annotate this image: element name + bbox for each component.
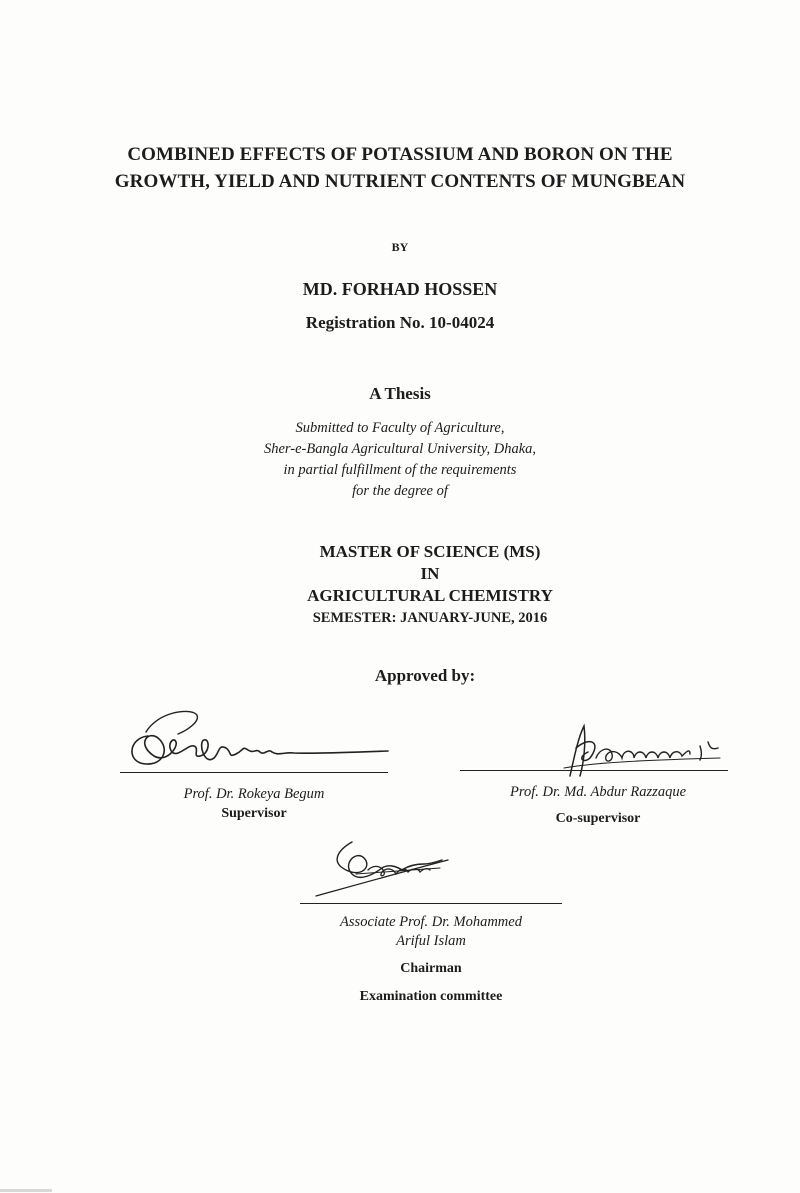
supervisor-name: Prof. Dr. Rokeya Begum xyxy=(183,786,325,802)
co-supervisor-name: Prof. Dr. Md. Abdur Razzaque xyxy=(509,784,687,800)
co-supervisor-signature-line xyxy=(460,770,728,771)
thesis-title-line-2: GROWTH, YIELD AND NUTRIENT CONTENTS OF MUNGBEAN xyxy=(114,171,686,192)
supervisor-signature xyxy=(118,708,398,778)
by-label: BY xyxy=(391,240,409,254)
scan-edge-mark xyxy=(0,1189,52,1192)
degree-in: IN xyxy=(420,564,440,583)
thesis-label: A Thesis xyxy=(369,384,431,403)
degree-semester: SEMESTER: JANUARY-JUNE, 2016 xyxy=(312,610,548,626)
submission-line-2: Sher-e-Bangla Agricultural University, Dhaka, xyxy=(263,441,537,457)
approved-by-label: Approved by: xyxy=(374,666,476,685)
co-supervisor-signature xyxy=(540,718,740,784)
chairman-role: Chairman xyxy=(400,961,462,976)
thesis-title-line-1: COMBINED EFFECTS OF POTASSIUM AND BORON ON THE xyxy=(127,144,673,165)
submission-line-1: Submitted to Faculty of Agriculture, xyxy=(295,420,505,436)
degree-block xyxy=(0,541,800,629)
supervisor-role: Supervisor xyxy=(221,806,287,821)
chairman-signature-line xyxy=(300,903,562,904)
submission-line-4: for the degree of xyxy=(352,483,448,499)
registration-number: Registration No. 10-04024 xyxy=(305,313,495,332)
co-supervisor-role: Co-supervisor xyxy=(555,811,641,826)
chairman-signature xyxy=(312,830,462,902)
degree-name: MASTER OF SCIENCE (MS) xyxy=(319,542,541,561)
submission-line-3: in partial fulfillment of the requirements xyxy=(283,462,517,478)
examination-committee-label: Examination committee xyxy=(359,989,503,1004)
submission-statement xyxy=(0,418,800,502)
thesis-title xyxy=(0,141,800,195)
chairman-name-line-1: Associate Prof. Dr. Mohammed xyxy=(340,914,522,930)
degree-field: AGRICULTURAL CHEMISTRY xyxy=(307,586,553,605)
supervisor-signature-line xyxy=(120,772,388,773)
chairman-name-line-2: Ariful Islam xyxy=(396,933,466,949)
author-name: MD. FORHAD HOSSEN xyxy=(302,279,498,299)
